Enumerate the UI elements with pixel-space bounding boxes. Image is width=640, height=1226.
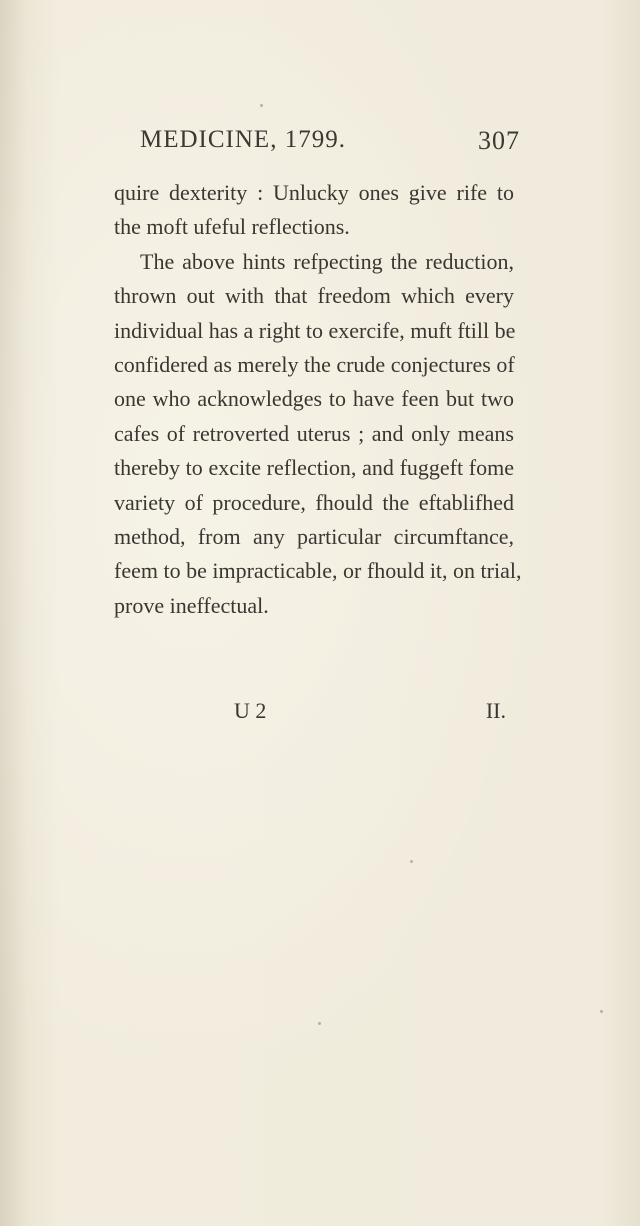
page-footer bbox=[234, 690, 506, 730]
catchword: II. bbox=[485, 698, 506, 723]
body-text bbox=[114, 176, 522, 623]
text-line: individual has a right to exercife, muft ftill be bbox=[114, 317, 516, 343]
text-line: the moft ufeful reflections. bbox=[114, 214, 350, 240]
running-head-title: MEDICINE, 1799. bbox=[140, 126, 346, 153]
running-head bbox=[140, 120, 520, 160]
paragraph-1 bbox=[114, 176, 514, 245]
signature-mark: U 2 bbox=[234, 698, 267, 723]
paper-speck bbox=[410, 860, 413, 863]
text-line: thrown out with that freedom which every bbox=[114, 283, 514, 309]
text-line: feem to be impracticable, or fhould it, on trial, bbox=[114, 558, 522, 584]
page-number: 307 bbox=[478, 126, 520, 155]
text-line: confidered as merely the crude conjectures of bbox=[114, 351, 515, 377]
text-line: variety of procedure, fhould the eftablifhed bbox=[114, 489, 514, 515]
text-line: one who acknowledges to have feen but two bbox=[114, 386, 514, 412]
text-line: prove ineffectual. bbox=[114, 592, 269, 618]
paper-speck bbox=[318, 1022, 321, 1025]
text-line: method, from any particular circumftance, bbox=[114, 523, 514, 549]
paragraph-2 bbox=[114, 245, 522, 623]
paper-speck bbox=[260, 104, 263, 107]
text-line: cafes of retroverted uterus ; and only means bbox=[114, 420, 514, 446]
paper-speck bbox=[600, 1010, 603, 1013]
text-line: thereby to excite reflection, and fuggeft fome bbox=[114, 455, 514, 481]
text-line: The above hints refpecting the reduction, bbox=[140, 248, 514, 274]
text-line: quire dexterity : Unlucky ones give rife to bbox=[114, 180, 514, 205]
